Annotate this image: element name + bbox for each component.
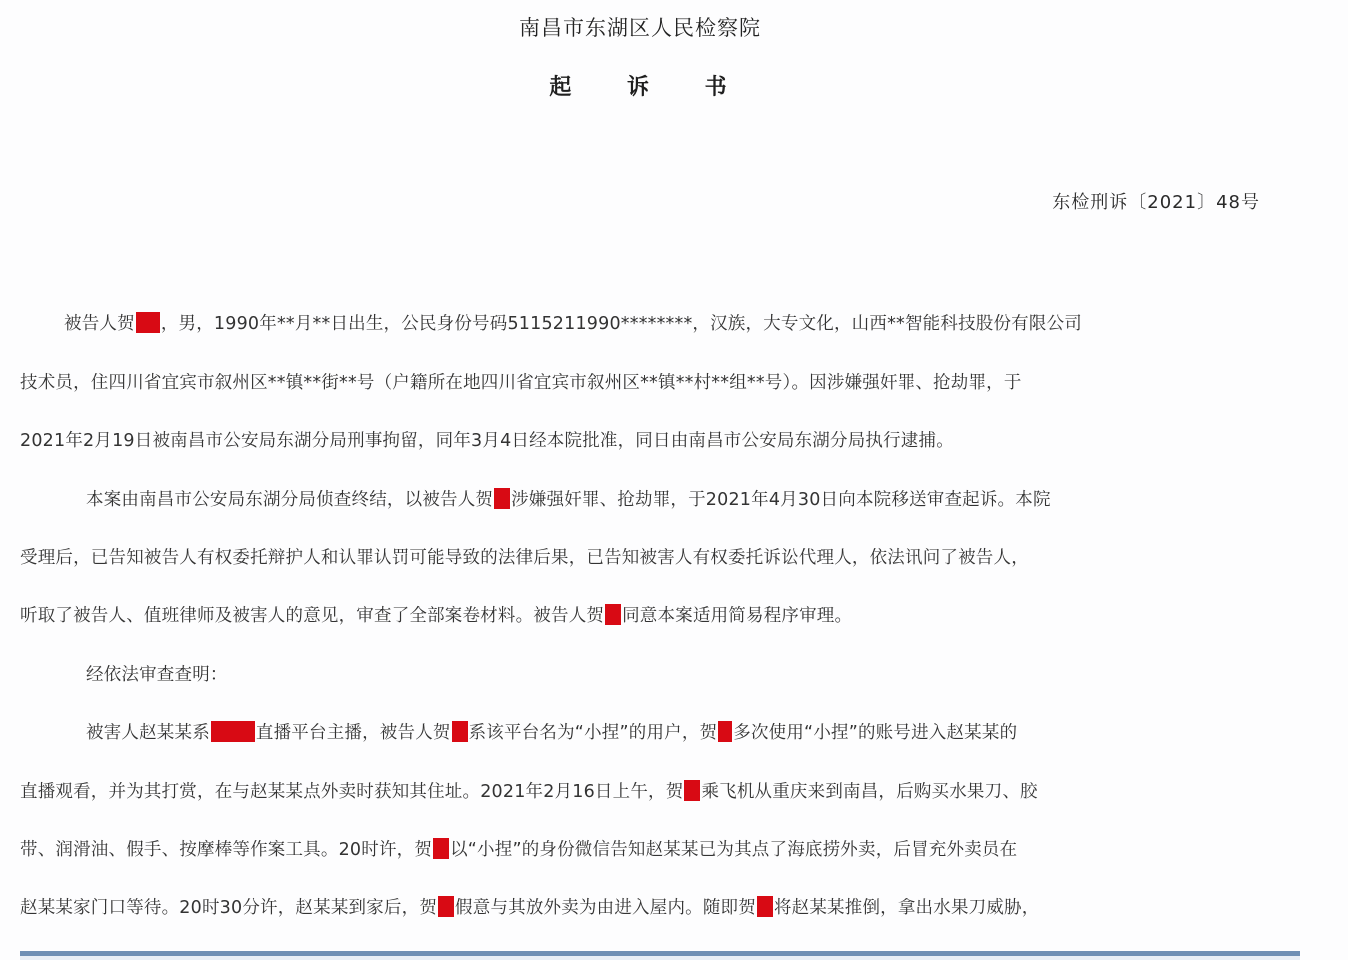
text-segment: 乘飞机从重庆来到南昌，后购买水果刀、胶 — [701, 782, 1038, 802]
paragraph-4-line-3 — [20, 836, 1017, 861]
text-segment: 涉嫌强奸罪、抢劫罪，于2021年4月30日向本院移送审查起诉。本院 — [511, 490, 1051, 510]
text-segment: 本案由南昌市公安局东湖分局侦查终结，以被告人贺 — [86, 490, 494, 510]
text-segment: 多次使用“小捏”的账号进入赵某某的 — [733, 723, 1018, 743]
text-segment: 将赵某某推倒，拿出水果刀威胁， — [773, 898, 1040, 918]
paragraph-4-line-2 — [20, 778, 1038, 803]
redaction-mark — [605, 604, 621, 625]
redaction-mark — [433, 838, 449, 859]
paragraph-4-line-4 — [20, 894, 1039, 919]
paragraph-1-line-3: 2021年2月19日被南昌市公安局东湖分局刑事拘留，同年3月4日经本院批准，同日由南昌市公安局东湖分局执行逮捕。 — [20, 431, 954, 451]
case-number: 东检刑诉〔2021〕48号 — [1052, 192, 1260, 213]
bottom-divider-shadow — [20, 956, 1300, 960]
redaction-mark — [757, 896, 773, 917]
redaction-mark — [684, 780, 700, 801]
text-segment: 以“小捏”的身份微信告知赵某某已为其点了海底捞外卖，后冒充外卖员在 — [450, 840, 1018, 860]
text-segment: 听取了被告人、值班律师及被害人的意见，审查了全部案卷材料。被告人贺 — [20, 606, 605, 626]
redaction-mark — [494, 488, 510, 509]
paragraph-1-line-2: 技术员，住四川省宜宾市叙州区**镇**街**号（户籍所在地四川省宜宾市叙州区**镇**村**组**号）。因涉嫌强奸罪、抢劫罪，于 — [20, 373, 1022, 393]
redaction-mark — [718, 721, 732, 742]
redaction-mark — [452, 721, 468, 742]
text-segment: 带、润滑油、假手、按摩棒等作案工具。20时许，贺 — [20, 840, 433, 860]
paragraph-3-line-1: 经依法审查查明： — [86, 665, 228, 685]
redaction-mark — [438, 896, 454, 917]
redaction-mark — [211, 721, 255, 742]
text-segment: 被告人贺 — [64, 314, 135, 334]
paragraph-2-line-3 — [20, 602, 852, 627]
text-segment: 直播观看，并为其打赏，在与赵某某点外卖时获知其住址。2021年2月16日上午，贺 — [20, 782, 684, 802]
redaction-mark — [136, 312, 160, 333]
text-segment: 同意本案适用简易程序审理。 — [622, 606, 853, 626]
text-segment: 被害人赵某某系 — [86, 723, 210, 743]
paragraph-1-line-1 — [64, 310, 1082, 335]
organization-name: 南昌市东湖区人民检察院 — [519, 16, 761, 40]
paragraph-2-line-1 — [86, 486, 1051, 511]
paragraph-4-line-1 — [86, 719, 1017, 744]
paragraph-2-line-2: 受理后，已告知被告人有权委托辩护人和认罪认罚可能导致的法律后果，已告知被害人有权委托诉讼代理人，依法讯问了被告人， — [20, 548, 1029, 568]
text-segment: 赵某某家门口等待。20时30分许，赵某某到家后，贺 — [20, 898, 438, 918]
text-segment: 系该平台名为“小捏”的用户，贺 — [468, 723, 718, 743]
text-segment: 直播平台主播，被告人贺 — [255, 723, 451, 743]
document-title: 起 诉 书 — [549, 75, 751, 100]
text-segment: ，男，1990年**月**日出生，公民身份号码5115211990********，汉族，大专文化，山西**智能科技股份有限公司 — [160, 314, 1082, 334]
text-segment: 假意与其放外卖为由进入屋内。随即贺 — [455, 898, 756, 918]
